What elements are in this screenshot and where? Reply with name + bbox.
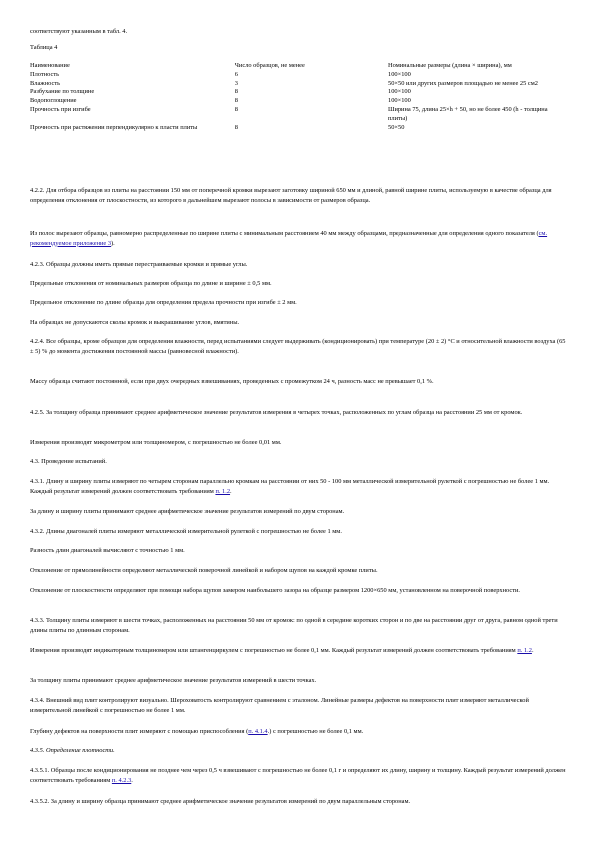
paragraph: 4.2.3. Образцы должны иметь прямые перестраиваемые кромки и прямые углы. xyxy=(30,261,248,268)
paragraph: За длину и ширину плиты принимают среднее арифметическое значение результатов измерений по двум сторонам. xyxy=(30,508,345,515)
paragraph: Глубину дефектов на поверхности плит измеряют с помощью приспособления (п. 4.1.4.) с погрешностью не более 0,1 мм. xyxy=(30,728,364,735)
cell-count: 8 xyxy=(234,97,238,105)
paragraph: 4.3.1. Длину и ширину плиты измеряют по четырем сторонам параллельно кромкам на расстоянии от них 50 - 100 мм металлической измерительной рулеткой с погрешностью не более 1 мм. Каждый результат измерений должен соответствовать требованиям п. 1.2. xyxy=(30,478,550,495)
cell-size: 100×100 xyxy=(388,97,411,105)
cell-count: 8 xyxy=(234,123,238,131)
header-count: Число образцов, не менее xyxy=(234,62,305,69)
paragraph: 4.3.5.2. За длину и ширину образца принимают среднее арифметическое значение результатов измерений по двум параллельным сторонам. xyxy=(30,798,411,805)
paragraph: Измерения производят микрометром или толщиномером, с погрешностью не более 0,01 мм. xyxy=(30,439,282,446)
appendix-link[interactable]: см. рекомендуемое приложение 3 xyxy=(30,230,548,247)
paragraph: 4.3.4. Внешний вид плит контролируют визуально. Шероховатость контролируют сравнением с эталоном. Линейные размеры дефектов на поверхности плит измеряют металлической измерительной линейкой с погрешностью не более 1 мм. xyxy=(30,697,529,714)
cell-size: 100×100 xyxy=(388,70,411,78)
table-4 xyxy=(30,62,570,132)
paragraph: Из полос вырезают образцы, равномерно распределенные по ширине плиты с минимальным расстоянием 40 мм между образцами, предназначенные для определения одного показателя (см. рекомендуемое приложение 3). xyxy=(30,230,548,247)
cell-name: Прочность при растяжении перпендикулярно к пласти плиты xyxy=(30,123,198,131)
table-row xyxy=(30,97,570,106)
clause-link-4-2-3[interactable]: п. 4.2.3 xyxy=(111,776,132,784)
cell-size: 50×50 xyxy=(388,123,405,131)
paragraph: За толщину плиты принимают среднее арифметическое значение результатов измерений в шести точках. xyxy=(30,677,317,684)
paragraph: На образцах не допускаются сколы кромок и выкрашивание углов, вмятины. xyxy=(30,319,240,326)
cell-count: 3 xyxy=(234,79,238,87)
section-heading: 4.3. Проведение испытаний. xyxy=(30,458,107,465)
clause-link-1-2[interactable]: п. 1.2 xyxy=(517,647,532,654)
cell-name: Влажность xyxy=(30,79,61,87)
table-row xyxy=(30,71,570,80)
paragraph: Измерения производят индикаторным толщиномером или штангенциркулем с погрешностью не более 0,1 мм. Каждый результат измерений должен соответствовать требованиям п. 1.2. xyxy=(30,647,534,654)
header-name: Наименование xyxy=(30,62,70,69)
clause-link-1-2[interactable]: п. 1.2 xyxy=(215,487,231,495)
paragraph: Разность длин диагоналей вычисляют с точностью 1 мм. xyxy=(30,547,185,554)
table-row xyxy=(30,88,570,97)
paragraph: Предельное отклонение по длине образца для определения предела прочности при изгибе ± 2 мм. xyxy=(30,299,297,306)
paragraph: 4.3.3. Толщину плиты измеряют в шести точках, расположенных на расстоянии 50 мм от кромок: по одной в середине коротких сторон и по две на расстоянии друг от друга, равном одной трети длины плиты по длинным сторонам. xyxy=(30,617,558,634)
table-row xyxy=(30,106,570,124)
paragraph: 4.2.4. Все образцы, кроме образцов для определения влажности, перед испытаниями следует выдерживать (кондиционировать) при температуре (20 ± 2) °С и относительной влажности воздуха (65 ± 5) % до момента достижения постоянной массы (равновесной влажности). xyxy=(30,338,566,355)
cell-count: 8 xyxy=(234,105,238,113)
cell-count: 6 xyxy=(234,70,238,78)
cell-name: Водопоглощение xyxy=(30,97,77,105)
paragraph: Отклонение от прямолинейности определяют металлической поверочной линейкой и набором щупов на каждой кромке плиты. xyxy=(30,567,378,574)
paragraph: Массу образца считают постоянной, если при двух очередных взвешиваниях, проведенных с промежутком 24 ч, разность масс не превышает 0,1 %. xyxy=(30,378,434,385)
table-row xyxy=(30,124,570,133)
table-header-row xyxy=(30,62,570,71)
cell-count: 8 xyxy=(234,88,238,96)
cell-size: 100×100 xyxy=(388,88,411,96)
cell-name: Прочность при изгибе xyxy=(30,105,91,113)
cell-name: Разбухание по толщине xyxy=(30,88,95,96)
paragraph: 4.2.5. За толщину образца принимают среднее арифметическое значение результатов измерения в четырех точках, расположенных по углам образца на расстоянии 25 мм от кромок. xyxy=(30,409,523,416)
table-row xyxy=(30,80,570,89)
cell-name: Плотность xyxy=(30,70,60,78)
cell-size: 50×50 или других размеров площадью не менее 25 см2 xyxy=(388,79,538,87)
paragraph: 4.3.5.1. Образцы после кондиционирования не позднее чем через 0,5 ч взвешивают с погрешностью не более 0,1 г и определяют их длину, ширину и толщину. Каждый результат измерений должен соответствовать требованиям п. 4.2.3. xyxy=(30,767,566,784)
intro-text: соответствуют указанным в табл. 4. xyxy=(30,28,128,35)
paragraph: Отклонение от плоскостности определяют при помощи набора щупов замером наибольшего зазора на образце размером 1200×650 мм, установленном на поверочной поверхности. xyxy=(30,587,521,594)
paragraph: Предельные отклонения от номинальных размеров образца по длине и ширине ± 0,5 мм. xyxy=(30,280,272,287)
clause-link-4-1-4[interactable]: п. 4.1.4 xyxy=(248,728,268,735)
paragraph: 4.3.2. Длины диагоналей плиты измеряют металлической измерительной рулеткой с погрешностью не более 1 мм. xyxy=(30,528,342,535)
cell-size: Ширина 75, длина 25×h + 50, но не более 450 (h - толщина плиты) xyxy=(388,105,548,122)
paragraph: 4.2.2. Для отбора образцов из плиты на расстоянии 150 мм от поперечной кромки вырезают заготовку шириной 650 мм и длиной, равной ширине плиты, используемую в качестве образца для определения отклонения от плоскостности, из которого в дальнейшем вырезают полосы в зависимости от размеров образца. xyxy=(30,187,552,204)
table-caption: Таблица 4 xyxy=(30,44,58,51)
section-heading: 4.3.5. Определение плотности. xyxy=(30,747,115,754)
header-size: Номинальные размеры (длина × ширина), мм xyxy=(388,62,512,69)
